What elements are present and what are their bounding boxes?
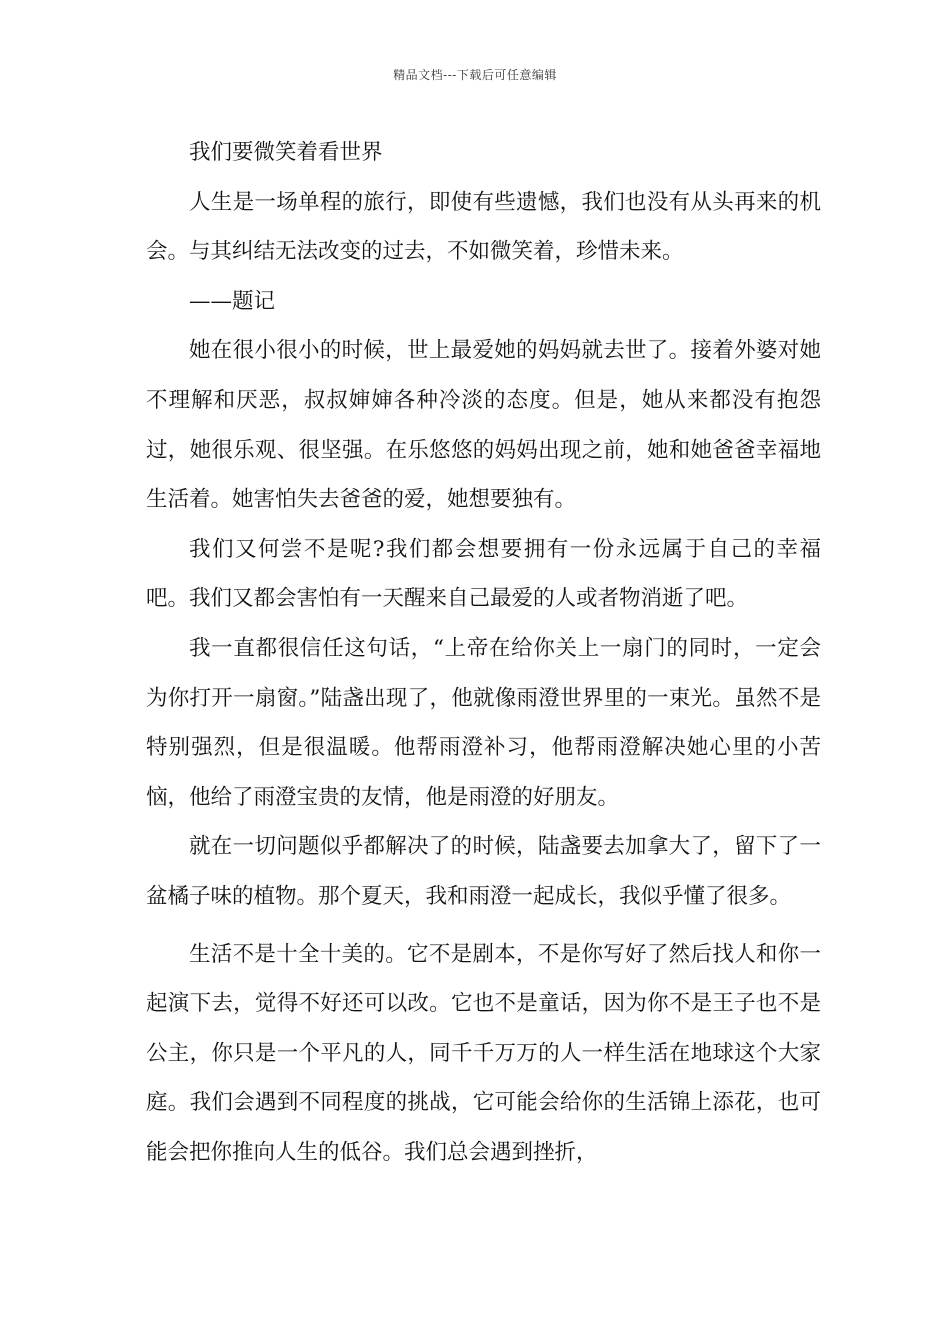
- paragraph-5: 生活不是十全十美的。它不是剧本，不是你写好了然后找人和你一起演下去，觉得不好还可以改。它也不是童话，因为你不是王子也不是公主，你只是一个平凡的人，同千千万万的人一样生活在地球这个大家庭。我们会遇到不同程度的挑战，它可能会给你的生活锦上添花，也可能会把你推向人生的低谷。我们总会遇到挫折，: [146, 941, 821, 1165]
- paragraph-3: 我一直都很信任这句话，“上帝在给你关上一扇门的同时，一定会为你打开一扇窗。”陆盏出现了，他就像雨澄世界里的一束光。虽然不是特别强烈，但是很温暖。他帮雨澄补习，他帮雨澄解决她心里的小苦恼，他给了雨澄宝贵的友情，他是雨澄的好朋友。: [146, 635, 821, 810]
- page-header: 精品文档---下载后可任意编辑: [393, 68, 557, 82]
- paragraph-4: 就在一切问题似乎都解决了的时候，陆盏要去加拿大了，留下了一盆橘子味的植物。那个夏天，我和雨澄一起成长，我似乎懂了很多。: [146, 834, 821, 909]
- article-title: 我们要微笑着看世界: [189, 140, 383, 165]
- article-body: [146, 128, 821, 1177]
- epigraph: 人生是一场单程的旅行，即使有些遗憾，我们也没有从头再来的机会。与其纠结无法改变的过去，不如微笑着，珍惜未来。: [146, 189, 821, 265]
- paragraph-1: 她在很小很小的时候，世上最爱她的妈妈就去世了。接着外婆对她不理解和厌恶，叔叔婶婶各种冷淡的态度。但是，她从来都没有抱怨过，她很乐观、很坚强。在乐悠悠的妈妈出现之前，她和她爸爸幸福地生活着。她害怕失去爸爸的爱，她想要独有。: [146, 338, 821, 513]
- paragraph-2: 我们又何尝不是呢?我们都会想要拥有一份永远属于自己的幸福吧。我们又都会害怕有一天醒来自己最爱的人或者物消逝了吧。: [146, 536, 821, 612]
- epigraph-source: ——题记: [189, 288, 276, 314]
